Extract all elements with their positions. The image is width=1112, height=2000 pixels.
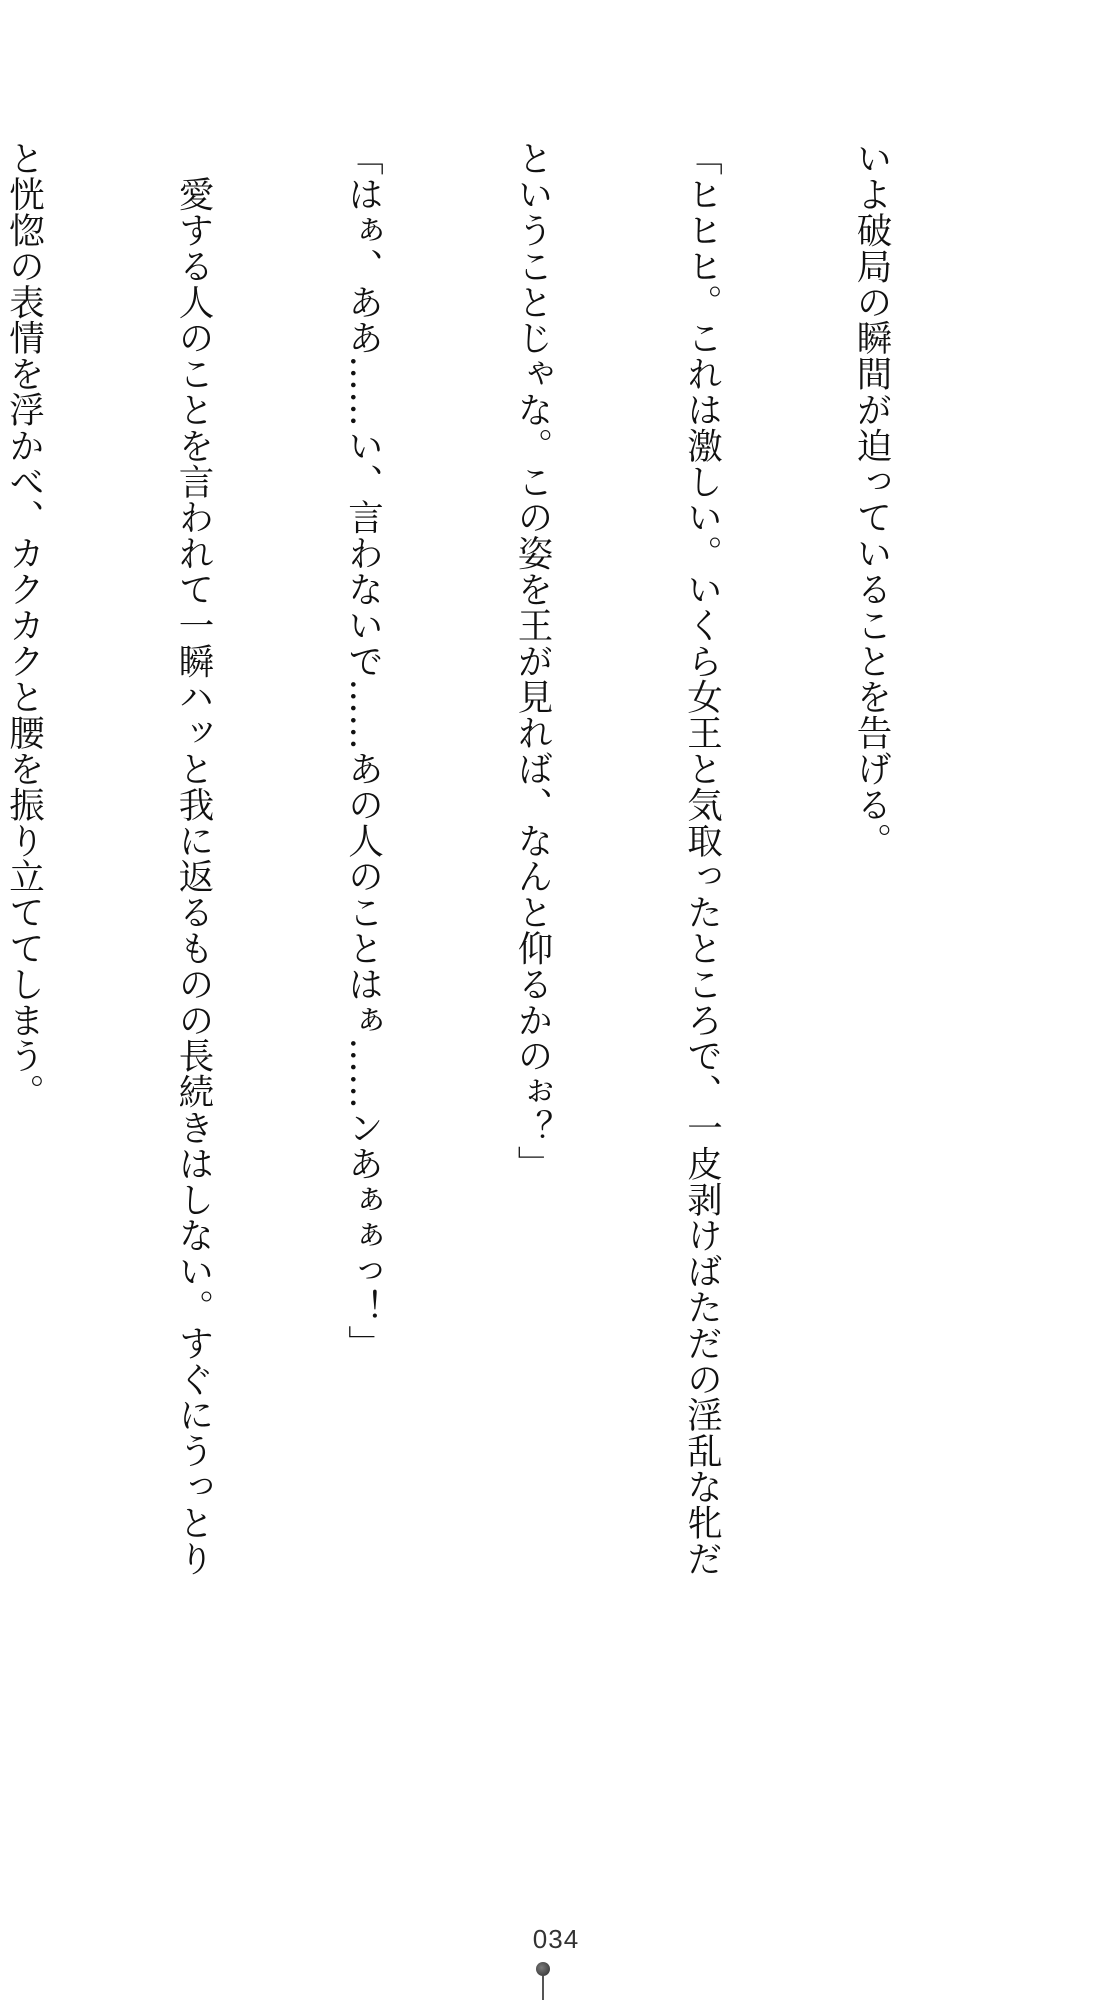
vertical-text-body [0, 140, 1012, 1700]
page-number: 034 [532, 1924, 580, 1954]
text-line: いよ破局の瞬間が迫っていることを告げる。 [851, 140, 892, 858]
text-line: 「ヒヒヒ。これは激しい。いくら女王と気取ったところで、一皮剥けばただの淫乱な牝だ [681, 140, 723, 1576]
page-marker-dot-icon [536, 1962, 550, 1976]
text-line: と恍惚の表情を浮かべ、カクカクと腰を振り立ててしまう。 [3, 140, 45, 1110]
text-line: 「はぁ、ああ……い、言わないで……あの人のことはぁ……ンあぁぁっ！」 [342, 140, 384, 1361]
text-line: ということじゃな。この姿を王が見れば、なんと仰るかのぉ？」 [512, 140, 553, 1182]
text-line: 愛する人のことを言われて一瞬ハッと我に返るものの長続きはしない。すぐにうっとり [173, 140, 214, 1576]
page-marker-stem [542, 1976, 544, 2000]
